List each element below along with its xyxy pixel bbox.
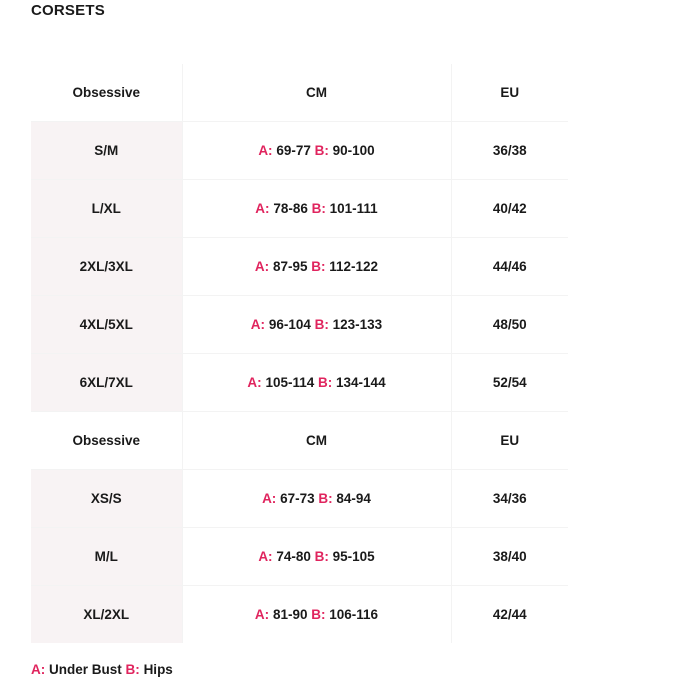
b-value: 134-144 <box>336 375 386 390</box>
table-row <box>31 238 568 296</box>
header-cm: CM <box>182 64 451 122</box>
b-value: 112-122 <box>329 259 379 274</box>
page-title: CORSETS <box>31 2 105 19</box>
table-row <box>31 470 568 528</box>
legend-b-label: B: <box>125 662 140 677</box>
a-label: A: <box>258 549 273 564</box>
b-label: B: <box>314 143 329 158</box>
size-cell: 2XL/3XL <box>31 238 182 296</box>
b-label: B: <box>311 201 326 216</box>
eu-cell: 44/46 <box>451 238 568 296</box>
cm-cell <box>182 180 451 238</box>
b-label: B: <box>314 317 329 332</box>
b-value: 101-111 <box>329 201 378 216</box>
legend-a-label: A: <box>31 662 46 677</box>
a-label: A: <box>255 201 270 216</box>
a-label: A: <box>247 375 262 390</box>
eu-cell: 42/44 <box>492 607 527 622</box>
size-cell: L/XL <box>31 180 182 238</box>
a-value: 81-90 <box>272 607 308 622</box>
table-row <box>31 586 568 644</box>
table-row <box>31 528 568 586</box>
eu-cell: 34/36 <box>451 470 568 528</box>
a-value: 74-80 <box>276 549 311 564</box>
a-value: 105-114 <box>265 375 315 390</box>
b-value: 106-116 <box>329 607 379 622</box>
a-label: A: <box>250 317 266 332</box>
eu-cell: 52/54 <box>451 354 568 412</box>
a-value: 87-95 <box>272 259 308 274</box>
legend-a-text: Under Bust <box>49 662 122 677</box>
size-cell: S/M <box>31 122 182 180</box>
b-label: B: <box>314 549 329 564</box>
size-cell: XS/S <box>31 470 182 528</box>
cm-cell <box>182 296 451 354</box>
a-value: 78-86 <box>273 201 308 216</box>
table-header-row <box>31 412 568 470</box>
cm-cell <box>182 238 451 296</box>
b-value: 90-100 <box>332 143 375 158</box>
measurement-legend <box>31 662 173 677</box>
a-label: A: <box>254 259 270 274</box>
eu-cell: 36/38 <box>451 122 568 180</box>
a-label: A: <box>254 607 270 622</box>
size-cell: XL/2XL <box>31 586 182 644</box>
a-value: 69-77 <box>276 143 311 158</box>
a-value: 67-73 <box>280 491 315 506</box>
b-value: 123-133 <box>332 317 383 332</box>
legend-b-text: Hips <box>143 662 173 677</box>
size-cell: M/L <box>31 528 182 586</box>
b-label: B: <box>311 607 326 622</box>
cm-cell <box>182 122 451 180</box>
table-header-row <box>31 64 568 122</box>
cm-cell <box>182 528 451 586</box>
a-label: A: <box>262 491 277 506</box>
a-value: 96-104 <box>268 317 311 332</box>
size-cell: 6XL/7XL <box>31 354 182 412</box>
b-value: 95-105 <box>332 549 375 564</box>
table-row <box>31 180 568 238</box>
b-value: 84-94 <box>336 491 371 506</box>
b-label: B: <box>318 491 333 506</box>
table-row <box>31 354 568 412</box>
eu-cell: 48/50 <box>451 296 568 354</box>
eu-cell: 38/40 <box>451 528 568 586</box>
cm-cell <box>182 354 451 412</box>
table-row <box>31 122 568 180</box>
b-label: B: <box>311 259 326 274</box>
eu-cell: 40/42 <box>451 180 568 238</box>
header-cm: CM <box>182 412 451 470</box>
a-label: A: <box>258 143 273 158</box>
size-cell: 4XL/5XL <box>31 296 182 354</box>
header-eu: EU <box>451 412 568 470</box>
header-eu: EU <box>451 64 568 122</box>
cm-cell <box>182 470 451 528</box>
header-size: Obsessive <box>31 412 182 470</box>
header-size: Obsessive <box>31 64 182 122</box>
table-row <box>31 296 568 354</box>
size-chart-table <box>31 64 568 643</box>
cm-cell <box>182 586 451 644</box>
b-label: B: <box>318 375 333 390</box>
